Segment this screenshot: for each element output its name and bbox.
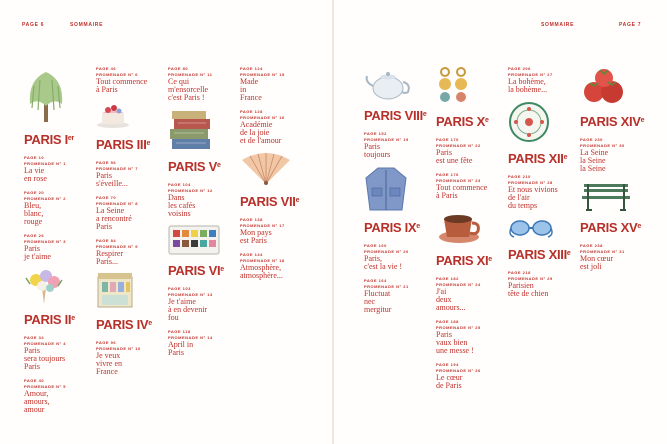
- promenade-entry[interactable]: [508, 270, 574, 298]
- arrondissement-heading: PARIS XIIe: [508, 151, 568, 166]
- promenade-number: PROMENADE N° 21: [364, 284, 409, 289]
- arrondissement-heading: PARIS VIe: [168, 263, 224, 278]
- arrondissement-heading: PARIS Ier: [24, 132, 74, 147]
- promenade-title: Académie de la joie et de l'amour: [240, 120, 282, 145]
- promenade-entry[interactable]: [24, 335, 90, 371]
- promenade-number: PROMENADE N° 3: [24, 239, 66, 244]
- promenade-number: PROMENADE N° 12: [168, 188, 213, 193]
- page-reference: PAGE 118: [168, 329, 191, 334]
- promenade-entry[interactable]: [508, 66, 574, 94]
- page-reference: PAGE 10: [24, 155, 45, 160]
- promenade-entry[interactable]: [240, 252, 306, 280]
- promenade-title: Made in France: [240, 77, 262, 102]
- page-reference: PAGE 230: [580, 137, 603, 142]
- left-running-header: SOMMAIRE: [70, 22, 104, 28]
- promenade-title: Parisien tête de chien: [508, 281, 549, 298]
- promenade-title: La vie en rose: [24, 166, 47, 183]
- promenade-title: La Seine la Seine la Seine: [580, 148, 609, 173]
- page-reference: PAGE 40: [24, 378, 45, 383]
- promenade-entry[interactable]: [96, 160, 162, 188]
- promenade-title: La bohème, la bohème...: [508, 77, 548, 94]
- toc-column-4: [240, 66, 306, 287]
- promenade-entry[interactable]: [168, 66, 234, 102]
- swim-goggles-icon: [508, 217, 574, 244]
- watercolor-palette-icon: [168, 225, 234, 260]
- promenade-entry[interactable]: [96, 238, 162, 266]
- promenade-number: PROMENADE N° 5: [24, 384, 66, 389]
- promenade-number: PROMENADE N° 13: [168, 292, 213, 297]
- promenade-number: PROMENADE N° 1: [24, 161, 66, 166]
- promenade-number: PROMENADE N° 25: [436, 325, 481, 330]
- flower-bouquet-icon: [24, 268, 90, 309]
- arrondissement-heading: PARIS IVe: [96, 317, 152, 332]
- page-reference: PAGE 26: [24, 233, 45, 238]
- promenade-number: PROMENADE N° 20: [364, 249, 409, 254]
- promenade-title: Le cœur de Paris: [436, 373, 463, 390]
- promenade-entry[interactable]: [96, 66, 162, 94]
- book-stack-icon: [168, 109, 234, 156]
- promenade-number: PROMENADE N° 31: [580, 249, 625, 254]
- promenade-number: PROMENADE N° 4: [24, 341, 66, 346]
- promenade-entry[interactable]: [96, 195, 162, 231]
- promenade-entry[interactable]: [240, 66, 306, 102]
- promenade-number: PROMENADE N° 23: [436, 178, 481, 183]
- arrondissement-heading: PARIS XVe: [580, 220, 641, 235]
- page-reference: PAGE 164: [364, 278, 387, 283]
- promenade-title: Fluctuat nec mergitur: [364, 289, 392, 314]
- page-reference: PAGE 144: [240, 252, 263, 257]
- promenade-number: PROMENADE N° 18: [240, 258, 285, 263]
- promenade-title: Et nous vivions de l'air du temps: [508, 185, 558, 210]
- work-jacket-icon: [364, 166, 430, 217]
- promenade-number: PROMENADE N° 19: [364, 137, 409, 142]
- page-reference: PAGE 124: [240, 66, 263, 71]
- tomatoes-icon: [580, 66, 646, 111]
- promenade-entry[interactable]: [436, 319, 502, 355]
- page-reference: PAGE 103: [168, 286, 191, 291]
- promenade-number: PROMENADE N° 16: [240, 115, 285, 120]
- promenade-title: Tout commence à Paris: [436, 183, 488, 200]
- page-reference: PAGE 96: [96, 340, 117, 345]
- promenade-entry[interactable]: [24, 155, 90, 183]
- promenade-entry[interactable]: [24, 233, 90, 261]
- arrondissement-heading: PARIS Ve: [168, 159, 221, 174]
- coffee-cup-icon: [436, 207, 502, 250]
- toc-column-6: [436, 66, 502, 397]
- page-reference: PAGE 188: [436, 319, 459, 324]
- promenade-title: Paris, c'est la vie !: [364, 254, 403, 271]
- page-reference: PAGE 152: [364, 131, 387, 136]
- right-page-number: PAGE 7: [619, 22, 642, 28]
- decorated-plate-icon: [508, 101, 574, 148]
- arrondissement-heading: PARIS XIe: [436, 253, 492, 268]
- promenade-number: PROMENADE N° 30: [580, 143, 625, 148]
- page-reference: PAGE 170: [436, 137, 459, 142]
- page-reference: PAGE 210: [508, 174, 531, 179]
- toc-column-3: [168, 66, 234, 364]
- promenade-title: Respirer Paris...: [96, 249, 124, 266]
- promenade-entry[interactable]: [24, 378, 90, 414]
- promenade-number: PROMENADE N° 29: [508, 276, 553, 281]
- promenade-title: Je t'aime à en devenir fou: [168, 297, 208, 322]
- promenade-entry[interactable]: [168, 182, 234, 218]
- right-running-header: SOMMAIRE: [541, 22, 575, 28]
- page-reference: PAGE 56: [96, 160, 117, 165]
- promenade-number: PROMENADE N° 9: [96, 244, 138, 249]
- promenade-entry[interactable]: [240, 217, 306, 245]
- page-reference: PAGE 138: [240, 217, 263, 222]
- promenade-entry[interactable]: [364, 243, 430, 271]
- arrondissement-heading: PARIS VIIe: [240, 194, 300, 209]
- promenade-title: Je veux vivre en France: [96, 351, 122, 376]
- page-reference: PAGE 206: [508, 66, 531, 71]
- page-reference: PAGE 84: [96, 238, 117, 243]
- promenade-number: PROMENADE N° 8: [96, 201, 138, 206]
- promenade-entry[interactable]: [24, 190, 90, 226]
- park-bench-icon: [580, 180, 646, 217]
- page-reference: PAGE 20: [24, 190, 45, 195]
- promenade-entry[interactable]: [364, 131, 430, 159]
- arrondissement-heading: PARIS XIVe: [580, 114, 645, 129]
- promenade-title: Paris s'éveille...: [96, 171, 128, 188]
- page-reference: PAGE 182: [436, 276, 459, 281]
- cake-icon: [96, 101, 162, 134]
- promenade-number: PROMENADE N° 11: [168, 72, 213, 77]
- promenade-number: PROMENADE N° 28: [508, 180, 553, 185]
- teapot-icon: [364, 66, 430, 105]
- promenade-title: La Seine a rencontré Paris: [96, 206, 132, 231]
- promenade-number: PROMENADE N° 26: [436, 368, 481, 373]
- promenade-entry[interactable]: [436, 276, 502, 312]
- arrondissement-heading: PARIS Xe: [436, 114, 489, 129]
- promenade-number: PROMENADE N° 7: [96, 166, 138, 171]
- promenade-title: Paris est une fête: [436, 148, 473, 165]
- page-reference: PAGE 160: [364, 243, 387, 248]
- promenade-title: J'ai deux amours...: [436, 287, 466, 312]
- shop-window-icon: [96, 273, 162, 314]
- promenade-title: Dans les cafés voisins: [168, 193, 196, 218]
- toc-column-5: [364, 66, 430, 321]
- arrondissement-heading: PARIS IXe: [364, 220, 420, 235]
- left-page-number: PAGE 6: [22, 22, 45, 28]
- page-reference: PAGE 34: [24, 335, 45, 340]
- toc-column-7: [508, 66, 574, 305]
- promenade-number: PROMENADE N° 27: [508, 72, 553, 77]
- promenade-entry[interactable]: [508, 174, 574, 210]
- page-reference: PAGE 176: [436, 172, 459, 177]
- hand-fan-icon: [240, 152, 306, 191]
- promenade-number: PROMENADE N° 17: [240, 223, 285, 228]
- page-reference: PAGE 218: [508, 270, 531, 275]
- toc-column-1: [24, 66, 90, 421]
- page-reference: PAGE 46: [96, 66, 117, 71]
- promenade-number: PROMENADE N° 22: [436, 143, 481, 148]
- promenade-title: Mon pays est Paris: [240, 228, 272, 245]
- arrondissement-heading: PARIS VIIIe: [364, 108, 427, 123]
- promenade-title: Atmosphère, atmosphère...: [240, 263, 283, 280]
- promenade-entry[interactable]: [168, 286, 234, 322]
- earrings-icon: [436, 66, 502, 111]
- promenade-title: April in Paris: [168, 340, 194, 357]
- arrondissement-heading: PARIS IIe: [24, 312, 75, 327]
- promenade-title: Mon cœur est joli: [580, 254, 614, 271]
- page-reference: PAGE 238: [580, 243, 603, 248]
- promenade-entry[interactable]: [168, 329, 234, 357]
- page-reference: PAGE 80: [168, 66, 189, 71]
- promenade-entry[interactable]: [96, 340, 162, 376]
- promenade-entry[interactable]: [240, 109, 306, 145]
- promenade-entry[interactable]: [364, 278, 430, 314]
- promenade-entry[interactable]: [436, 362, 502, 390]
- willow-tree-icon: [24, 66, 90, 129]
- promenade-entry[interactable]: [580, 137, 646, 173]
- toc-column-2: [96, 66, 162, 383]
- page-reference: PAGE 128: [240, 109, 263, 114]
- promenade-number: PROMENADE N° 6: [96, 72, 138, 77]
- promenade-entry[interactable]: [436, 137, 502, 165]
- promenade-title: Paris sera toujours Paris: [24, 346, 66, 371]
- arrondissement-heading: PARIS IIIe: [96, 137, 151, 152]
- arrondissement-heading: PARIS XIIIe: [508, 247, 571, 262]
- promenade-number: PROMENADE N° 14: [168, 335, 213, 340]
- promenade-title: Ce qui m'ensorcelle c'est Paris !: [168, 77, 209, 102]
- page-reference: PAGE 104: [168, 182, 191, 187]
- promenade-title: Bleu, blanc, rouge: [24, 201, 44, 226]
- promenade-entry[interactable]: [436, 172, 502, 200]
- promenade-title: Tout commence à Paris: [96, 77, 148, 94]
- promenade-title: Paris toujours: [364, 142, 391, 159]
- promenade-title: Amour, amours, amour: [24, 389, 50, 414]
- promenade-number: PROMENADE N° 24: [436, 282, 481, 287]
- promenade-number: PROMENADE N° 15: [240, 72, 285, 77]
- promenade-entry[interactable]: [580, 243, 646, 271]
- page-reference: PAGE 194: [436, 362, 459, 367]
- toc-column-8: [580, 66, 646, 278]
- promenade-number: PROMENADE N° 10: [96, 346, 141, 351]
- promenade-number: PROMENADE N° 2: [24, 196, 66, 201]
- promenade-title: Paris je t'aime: [24, 244, 51, 261]
- page-reference: PAGE 70: [96, 195, 117, 200]
- promenade-title: Paris vaux bien une messe !: [436, 330, 474, 355]
